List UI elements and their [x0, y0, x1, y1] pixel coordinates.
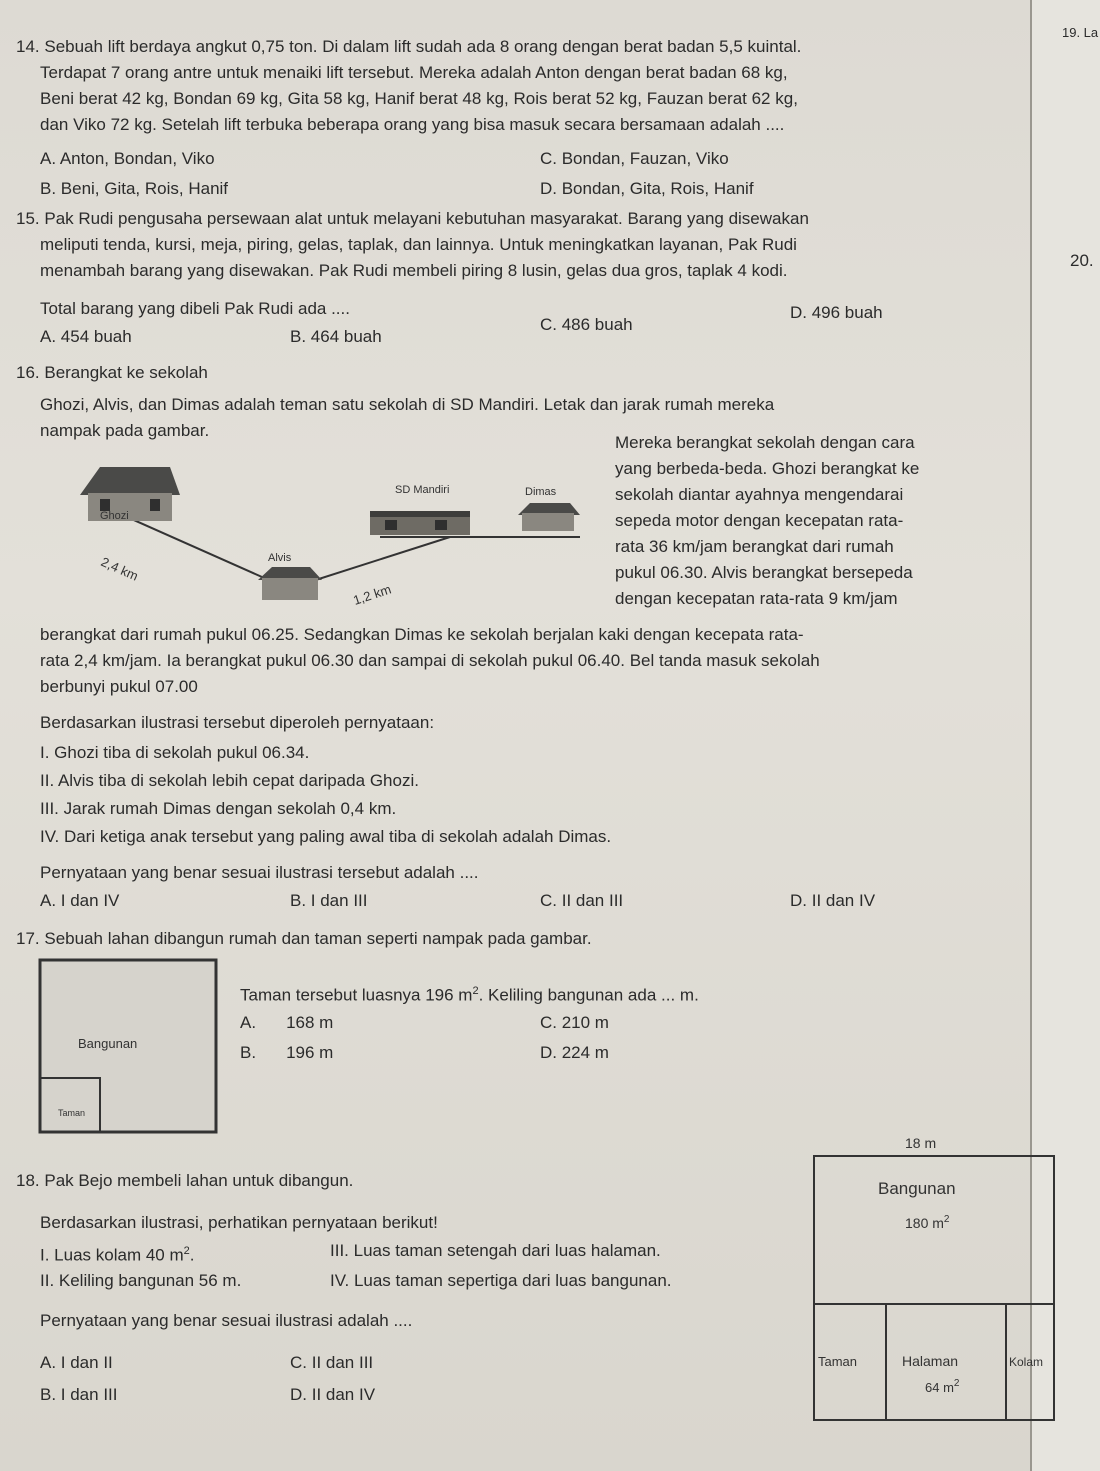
q18-lead: Berdasarkan ilustrasi, perhatikan pernyataan berikut! — [40, 1213, 438, 1232]
land-width-label: 18 m — [905, 1135, 937, 1151]
q17-stem: 17. Sebuah lahan dibangun rumah dan taman seperti nampak pada gambar. — [16, 929, 592, 948]
q16-side-text-line: pukul 06.30. Alvis berangkat bersepeda — [615, 563, 913, 582]
q14-option-b: B. Beni, Gita, Rois, Hanif — [40, 179, 229, 198]
bangunan-area-label: 180 $m^2$ — [905, 1214, 950, 1231]
q16-side-text-line: yang berbeda-beda. Ghozi berangkat ke — [615, 459, 920, 478]
q16-intro-line: Ghozi, Alvis, dan Dimas adalah teman satu sekolah di SD Mandiri. Letak dan jarak rumah mereka — [40, 395, 775, 414]
q16-title: 16. Berangkat ke sekolah — [16, 363, 208, 382]
q16-statement: I. Ghozi tiba di sekolah pukul 06.34. — [40, 743, 310, 762]
q16-continuation-line: berbunyi pukul 07.00 — [40, 677, 198, 696]
q17-option-d: D. 224 m — [540, 1043, 609, 1062]
distance-alvis-school: 1,2 km — [351, 581, 394, 608]
q14-option-c: C. Bondan, Fauzan, Viko — [540, 149, 729, 168]
q16-option-b: B. I dan III — [290, 891, 368, 910]
q14-stem-line: Beni berat 42 kg, Bondan 69 kg, Gita 58 kg, Hanif berat 48 kg, Rois berat 52 kg, Fauzan berat 62 kg, — [40, 89, 798, 108]
road-alvis-to-school — [300, 537, 450, 585]
kolam-label: Kolam — [1009, 1355, 1044, 1369]
q15-option-d: D. 496 buah — [790, 303, 883, 322]
q15-stem-line: menambah barang yang disewakan. Pak Rudi membeli piring 8 lusin, gelas dua gros, taplak 4 kodi. — [40, 261, 788, 280]
halaman-label: Halaman — [902, 1353, 959, 1369]
q16-side-text-line: sekolah diantar ayahnya mengendarai — [615, 485, 904, 504]
alvis-label: Alvis — [268, 552, 292, 564]
q16-lead: Berdasarkan ilustrasi tersebut diperoleh pernyataan: — [40, 713, 435, 732]
taman-label: Taman — [818, 1354, 858, 1369]
q16-house-map-figure — [40, 455, 610, 640]
ghozi-label: Ghozi — [100, 510, 129, 522]
q15-option-a: A. 454 buah — [40, 327, 132, 346]
q15-option-b: B. 464 buah — [290, 327, 382, 346]
q18-statement-iii: III. Luas taman setengah dari luas halaman. — [330, 1241, 661, 1260]
halaman-area-label: 64 $m^2$ — [925, 1378, 960, 1395]
taman-label: Taman — [58, 1108, 86, 1118]
q18-statement-iv: IV. Luas taman sepertiga dari luas bangunan. — [330, 1271, 672, 1290]
school-building — [370, 511, 470, 535]
bangunan-label: Bangunan — [878, 1179, 956, 1198]
dimas-label: Dimas — [525, 486, 557, 498]
next-question-19-fragment: 19. La — [1062, 25, 1099, 40]
q18-option-d: D. II dan IV — [290, 1385, 376, 1404]
q15-stem-line: meliputi tenda, kursi, meja, piring, gelas, taplak, dan lainnya. Untuk meningkatkan layanan, Pak Rudi — [40, 235, 797, 254]
q14-stem-line: 14. Sebuah lift berdaya angkut 0,75 ton. Di dalam lift sudah ada 8 orang dengan berat badan 5,5 kuintal. — [16, 37, 802, 56]
distance-ghozi-alvis: 2,4 km — [98, 554, 141, 584]
q17-option-c: C. 210 m — [540, 1013, 609, 1032]
q18-stem: 18. Pak Bejo membeli lahan untuk dibangun. — [16, 1171, 354, 1190]
q18-land-figure — [810, 1130, 1060, 1440]
q18-statement-ii: II. Keliling bangunan 56 m. — [40, 1271, 242, 1290]
q18-statement-i: I. Luas kolam 40 $m^2$. — [40, 1245, 195, 1265]
school-label: SD Mandiri — [395, 484, 450, 496]
q15-stem-line: 15. Pak Rudi pengusaha persewaan alat untuk melayani kebutuhan masyarakat. Barang yang disewakan — [16, 209, 809, 228]
q18-option-a: A. I dan II — [40, 1353, 113, 1372]
q16-option-c: C. II dan III — [540, 891, 624, 910]
q17-land-figure — [38, 958, 223, 1136]
q18-option-c: C. II dan III — [290, 1353, 374, 1372]
q16-option-a: A. I dan IV — [40, 891, 120, 910]
q16-side-text-line: Mereka berangkat sekolah dengan cara — [615, 433, 915, 452]
q17-option-a: A. 168 m — [240, 1013, 334, 1032]
q16-statement: III. Jarak rumah Dimas dengan sekolah 0,4 km. — [40, 799, 397, 818]
q15-stem-line: Total barang yang dibeli Pak Rudi ada .... — [40, 299, 350, 318]
q16-statement: II. Alvis tiba di sekolah lebih cepat daripada Ghozi. — [40, 771, 419, 790]
q15-option-c: C. 486 buah — [540, 315, 633, 334]
q16-option-d: D. II dan IV — [790, 891, 876, 910]
alvis-house — [258, 567, 322, 600]
q18-option-b: B. I dan III — [40, 1385, 118, 1404]
bangunan-label: Bangunan — [78, 1036, 138, 1051]
dimas-house — [518, 503, 580, 531]
q14-option-a: A. Anton, Bondan, Viko — [40, 149, 215, 168]
q17-question: Taman tersebut luasnya 196 $m^2$. Keliling bangunan ada ... m. — [240, 985, 699, 1005]
q16-side-text-line: dengan kecepatan rata-rata 9 km/jam — [615, 589, 898, 608]
ghozi-house — [80, 467, 180, 521]
q16-side-text-line: sepeda motor dengan kecepatan rata- — [615, 511, 904, 530]
q16-statement: IV. Dari ketiga anak tersebut yang paling awal tiba di sekolah adalah Dimas. — [40, 827, 612, 846]
q14-stem-line: Terdapat 7 orang antre untuk menaiki lift tersebut. Mereka adalah Anton dengan berat badan 68 kg, — [40, 63, 788, 82]
q18-question: Pernyataan yang benar sesuai ilustrasi adalah .... — [40, 1311, 413, 1330]
q14-option-d: D. Bondan, Gita, Rois, Hanif — [540, 179, 754, 198]
q16-continuation-line: rata 2,4 km/jam. Ia berangkat pukul 06.30 dan sampai di sekolah pukul 06.40. Bel tanda masuk sekolah — [40, 651, 820, 670]
q16-intro-line: nampak pada gambar. — [40, 421, 210, 440]
q16-side-text-line: rata 36 km/jam berangkat dari rumah — [615, 537, 894, 556]
q17-option-b: B. 196 m — [240, 1043, 334, 1062]
next-question-20-number: 20. — [1070, 251, 1094, 270]
q16-continuation-line: berangkat dari rumah pukul 06.25. Sedangkan Dimas ke sekolah berjalan kaki dengan kecepata rata- — [40, 625, 804, 644]
q16-question: Pernyataan yang benar sesuai ilustrasi tersebut adalah .... — [40, 863, 479, 882]
q14-stem-line: dan Viko 72 kg. Setelah lift terbuka beberapa orang yang bisa masuk secara bersamaan adalah .... — [40, 115, 785, 134]
